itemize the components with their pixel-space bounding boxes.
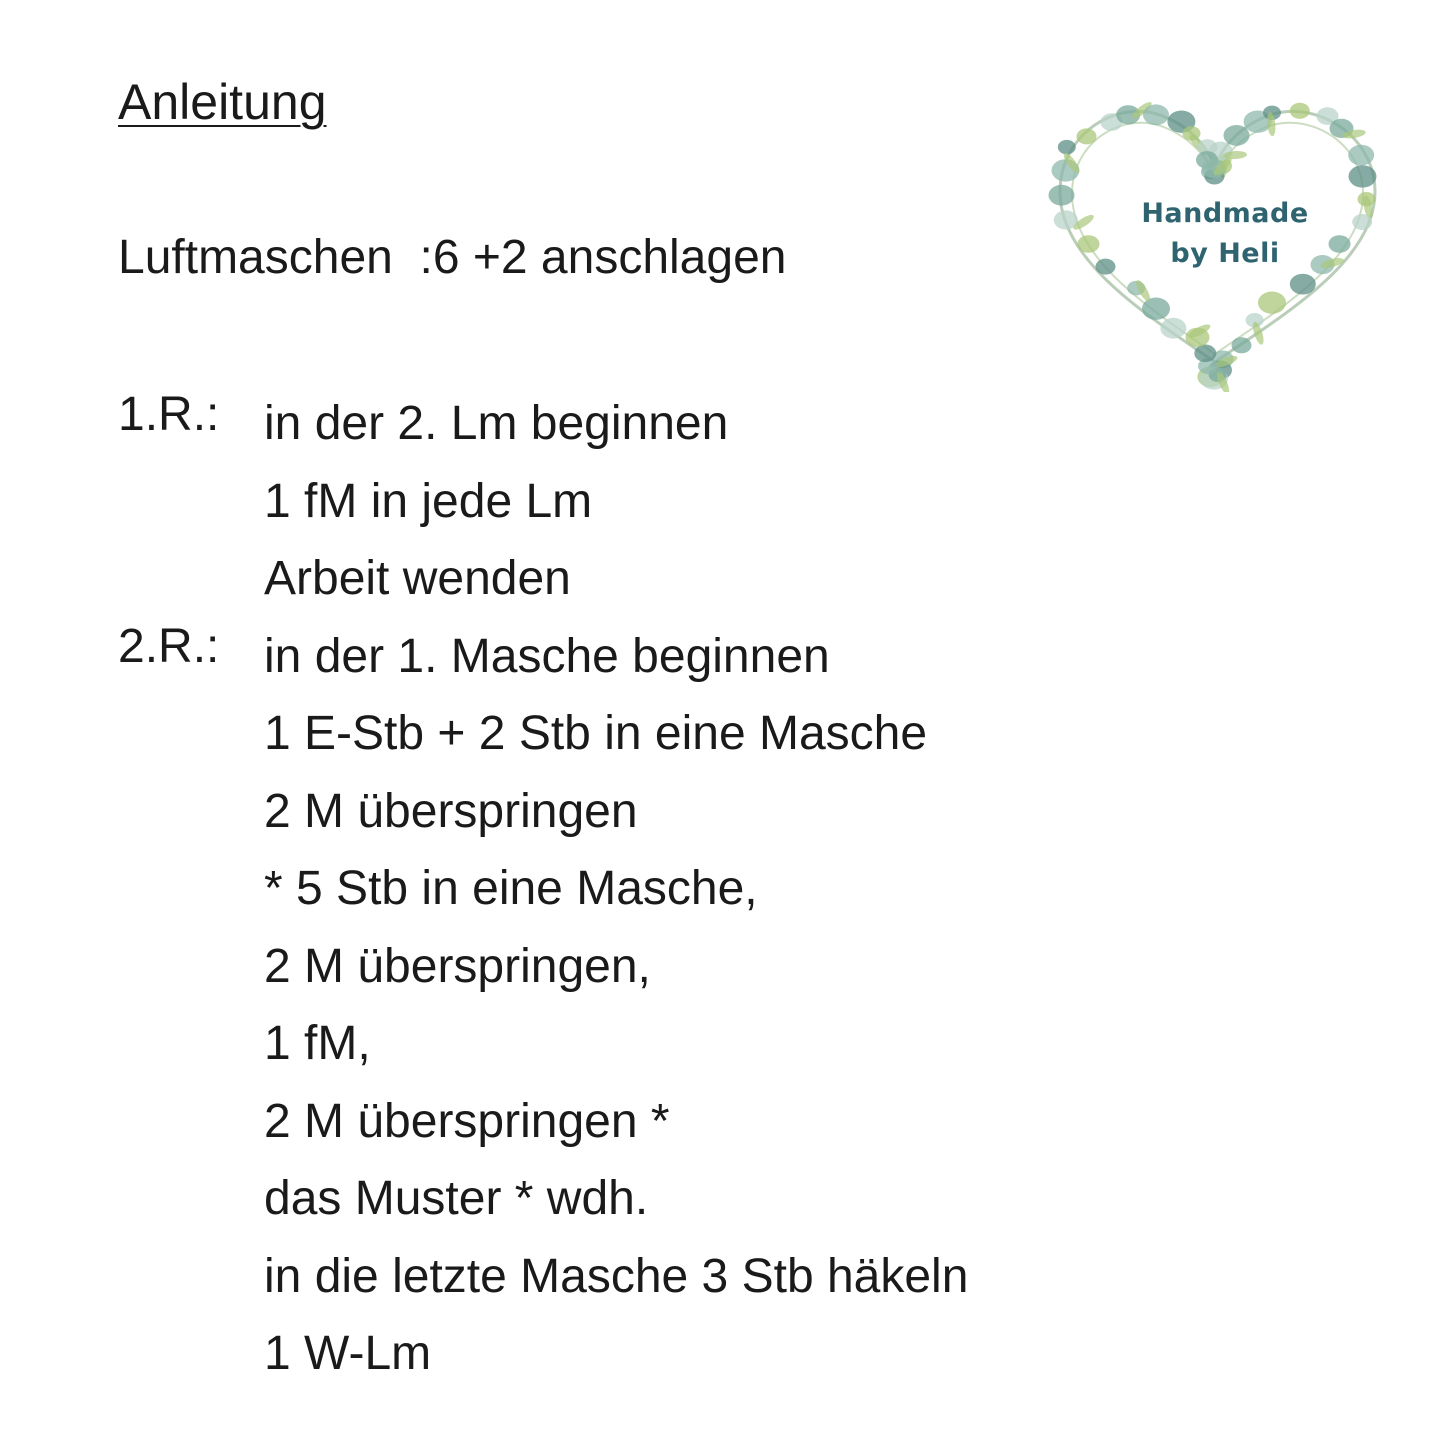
row-1-label: 1.R.:	[118, 388, 220, 441]
step-line: Arbeit wenden	[264, 552, 571, 605]
step-line: in die letzte Masche 3 Stb häkeln	[264, 1249, 969, 1303]
step-line: das Muster * wdh.	[264, 1172, 649, 1225]
row-2-label: 2.R.:	[118, 620, 220, 673]
step-line: 2 M überspringen *	[264, 1094, 670, 1148]
eucalyptus-leaf-icon	[1143, 104, 1169, 125]
eucalyptus-leaf-icon	[1077, 128, 1097, 144]
eucalyptus-leaf-icon	[1232, 337, 1252, 353]
step-line: * 5 Stb in eine Masche,	[264, 862, 758, 915]
step-line: in der 1. Masche beginnen	[264, 629, 830, 683]
eucalyptus-heart-wreath-icon	[1030, 72, 1400, 392]
eucalyptus-leaf-icon	[1194, 345, 1216, 363]
eucalyptus-leaf-icon	[1224, 125, 1250, 146]
logo-text-line2: by Heli	[1170, 238, 1280, 269]
logo-text-line1: Handmade	[1141, 198, 1309, 229]
intro-chain-instruction: Luftmaschen :6 +2 anschlagen	[118, 231, 787, 284]
eucalyptus-leaf-icon	[1160, 318, 1186, 339]
step-line: 1 fM in jede Lm	[264, 474, 593, 528]
step-line: 2 M überspringen,	[264, 939, 651, 993]
step-line: 1 fM,	[264, 1017, 371, 1070]
eucalyptus-leaf-icon	[1290, 103, 1310, 119]
eucalyptus-leaf-icon	[1290, 274, 1316, 295]
step-line: in der 2. Lm beginnen	[264, 397, 729, 450]
eucalyptus-leaf-icon	[1142, 298, 1170, 320]
handmade-by-heli-logo	[1030, 72, 1400, 392]
step-line: 1 E-Stb + 2 Stb in eine Masche	[264, 707, 928, 760]
eucalyptus-leaf-icon	[1258, 292, 1286, 314]
eucalyptus-leaf-icon	[1349, 165, 1377, 187]
eucalyptus-leaf-icon	[1348, 145, 1374, 166]
step-line: 2 M überspringen	[264, 784, 638, 838]
eucalyptus-leaf-icon	[1058, 140, 1076, 154]
step-line: 1 W-Lm	[264, 1327, 432, 1380]
page-title: Anleitung	[118, 74, 327, 130]
instruction-steps	[264, 385, 968, 1393]
